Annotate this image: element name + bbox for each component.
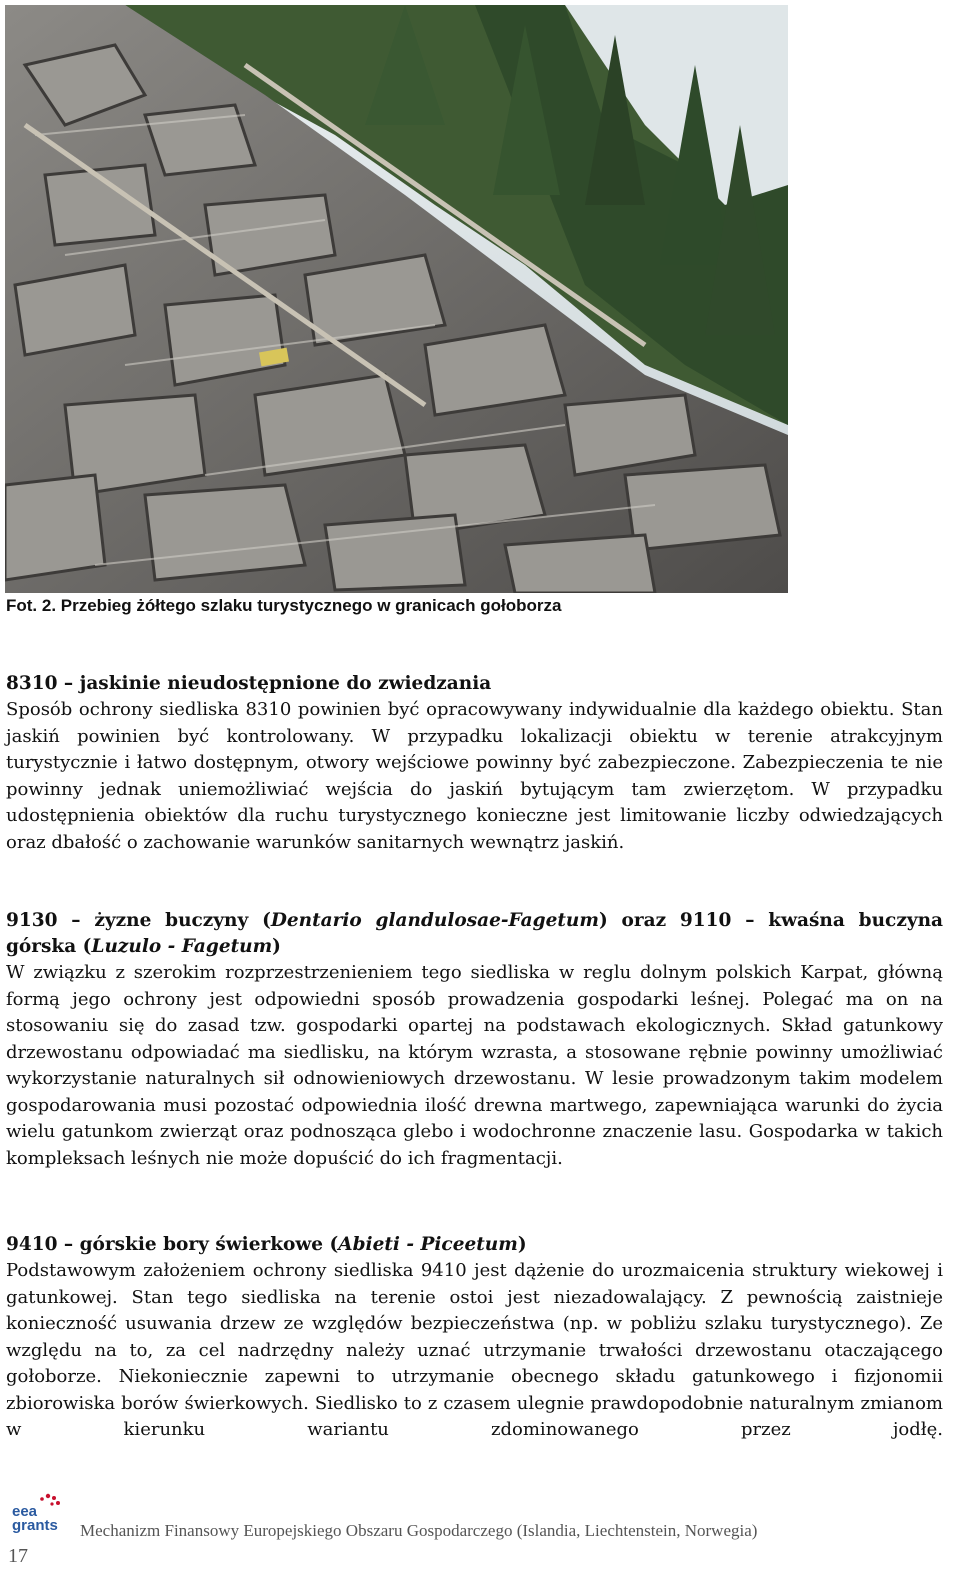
scree-slope-photo xyxy=(5,5,788,593)
section-heading xyxy=(6,908,943,960)
heading-text: ) xyxy=(272,936,281,957)
heading-text: ) xyxy=(517,1234,527,1255)
section-9130-9110 xyxy=(6,908,943,1172)
heading-latin-name: Dentario glandulosae-Fagetum xyxy=(270,910,599,931)
logo-text-eea: eea xyxy=(12,1503,38,1520)
logo-text-grants: grants xyxy=(12,1517,58,1534)
footer-text: Mechanizm Finansowy Europejskiego Obszaru Gospodarczego (Islandia, Liechtenstein, Norwegia) xyxy=(80,1521,758,1540)
heading-text: 9130 – żyzne buczyny ( xyxy=(6,910,271,931)
page-number: 17 xyxy=(8,1545,28,1567)
heading-text: 9410 – górskie bory świerkowe ( xyxy=(6,1234,339,1255)
heading-latin-name: Abieti - Piceetum xyxy=(338,1234,518,1255)
section-body: Sposób ochrony siedliska 8310 powinien być opracowywany indywidualnie dla każdego obiektu. Stan jaskiń powinien być kontrolowany. W przypadku lokalizacji obiektu w terenie atrakcyjnym turystycznie i łatwo dostępnym, otwory wejściowe powinny być zabezpieczone. Zabezpieczenia te nie powinny jednak uniemożliwiać wejścia do jaskiń bytującym tam zwierzętom. W przypadku udostępnienia obiektów dla ruchu turystycznego konieczne jest limitowanie liczby odwiedzających oraz dbałość o zachowanie warunków sanitarnych wewnątrz jaskiń. xyxy=(6,699,943,853)
photo-caption: Fot. 2. Przebieg żółtego szlaku turystycznego w granicach gołoborza xyxy=(6,596,562,615)
section-heading: 8310 – jaskinie nieudostępnione do zwiedzania xyxy=(6,673,492,694)
eea-grants-logo-icon xyxy=(8,1492,68,1538)
section-body: W związku z szerokim rozprzestrzenieniem tego siedliska w reglu dolnym polskich Karpat, główną formą jego ochrony jest odpowiedni sposób prowadzenia gospodarki leśnej. Polegać ma on na stosowaniu się do zasad tzw. gospodarki opartej na podstawach ekologicznych. Skład gatunkowy drzewostanu odpowiadać ma siedlisku, na którym wzrasta, a stosowane rębnie powinny umożliwiać wykorzystanie naturalnych sił odnowieniowych drzewostanu. W lesie prowadzonym takim modelem gospodarowania musi pozostać odpowiednia ilość drewna martwego, zapewniająca warunki do życia wielu gatunkom zwierząt oraz podnosząca glebo i wodochronne znaczenie lasu. Gospodarka w takich kompleksach leśnych nie może dopuścić do ich fragmentacji. xyxy=(6,962,943,1169)
heading-latin-name: Luzulo - Fagetum xyxy=(91,936,273,957)
section-9410 xyxy=(6,1232,943,1444)
section-8310 xyxy=(6,671,943,856)
eea-grants-logo xyxy=(8,1492,68,1538)
heading-text: ) oraz 9110 – kwaśna buczyna górska ( xyxy=(6,910,944,957)
mountain-scree-photo-icon xyxy=(5,5,788,593)
section-heading xyxy=(6,1232,943,1258)
section-body: Podstawowym założeniem ochrony siedliska 9410 jest dążenie do urozmaicenia struktury wiekowej i gatunkowej. Stan tego siedliska na terenie ostoi jest niezadowalający. Z pewnością zaistnieje konieczność usuwania drzew ze względów bezpieczeństwa (np. w pobliżu szlaku turystycznego). Ze względu na to, za cel nadrzędny należy uznać utrzymanie trwałości drzewostanu otaczającego gołoborze. Niekoniecznie zapewni to utrzymanie obecnego składu gatunkowego i fizjonomii zbiorowiska borów świerkowych. Siedlisko to z czasem ulegnie prawdopodobnie naturalnym zmianom w kierunku wariantu zdominowanego przez jodłę. xyxy=(6,1260,943,1440)
